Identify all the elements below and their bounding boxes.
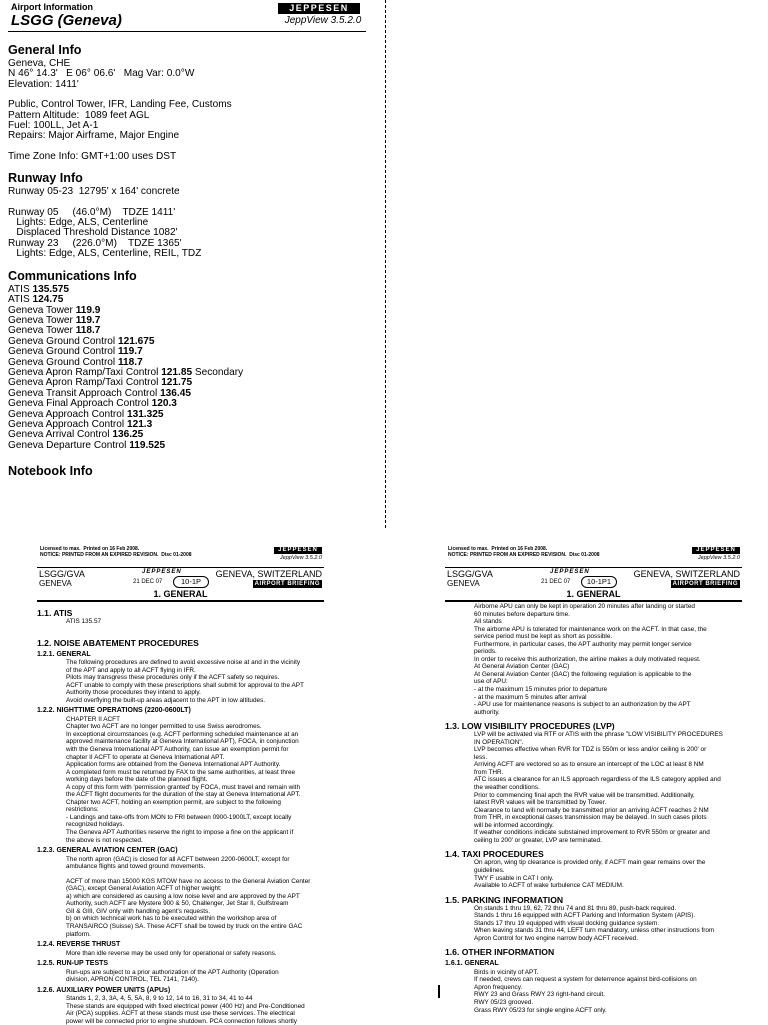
text-line: the weather conditions.	[474, 784, 540, 792]
section-title: 1. GENERAL	[37, 589, 324, 602]
comm-frequency: 136.25	[112, 429, 144, 441]
text-line: The following procedures are defined to avoid excessive noise at and in the vicinity	[66, 659, 301, 667]
chart-page-10-1p1	[445, 543, 742, 1024]
text-line: CHAPTER II ACFT	[66, 715, 120, 723]
runway-info-line: Runway 23 (226.0°M) TDZE 1365'	[8, 237, 182, 249]
comm-facility: Geneva Approach Control	[8, 418, 125, 430]
general-info-heading: General Info	[8, 43, 82, 57]
text-line: RWY 23 and Grass RWY 23 right-hand circuit.	[474, 991, 605, 999]
page-license-bar	[445, 543, 742, 568]
comm-facility: Geneva Approach Control	[8, 408, 125, 420]
comm-frequency: 121.85	[161, 366, 193, 378]
notebook-info-heading: Notebook Info	[8, 464, 93, 479]
runway-info-heading: Runway Info	[8, 171, 83, 186]
text-line: TWY F usable in CAT I only.	[474, 874, 554, 882]
comm-facility: Geneva Tower	[8, 304, 73, 316]
comm-facility: Geneva Tower	[8, 325, 73, 337]
comm-frequency: 118.7	[117, 356, 143, 368]
comm-facility: Geneva Ground Control	[8, 346, 116, 358]
runway-info-line: Lights: Edge, ALS, Centerline	[8, 217, 149, 229]
airport-id: LSGG/GVA	[39, 569, 85, 579]
text-line: GII & GIII, GIV only with handling agent's requests.	[66, 907, 211, 915]
jeppesen-logo: JEPPESEN	[274, 547, 322, 554]
airport-title: LSGG (Geneva)	[11, 12, 122, 29]
comm-frequency: 121.3	[126, 418, 153, 430]
text-line: Run-ups are subject to a prior authorization of the APT Authority (Operation	[66, 968, 279, 976]
info-sheet-header	[8, 0, 366, 32]
comm-facility: Geneva Transit Approach Control	[8, 387, 158, 399]
text-line: - Landings and take-offs from MON to FRI between 0900-1900LT, except locally	[66, 813, 292, 821]
text-line: The airborne APU is tolerated for maintenance work on the ACFT. In that case, the	[474, 625, 707, 633]
text-line: ACFT unable to comply with these prescriptions shall submit for approval to the APT	[66, 681, 304, 689]
section-heading: 1.3. LOW VISIBILITY PROCEDURES (LVP)	[445, 721, 615, 732]
text-line: IN OPERATION".	[474, 738, 524, 746]
subsection-heading: 1.2.6. AUXILIARY POWER UNITS (APUs)	[37, 986, 171, 994]
runway-info-line: Displaced Threshold Distance 1082'	[8, 227, 178, 239]
briefing-text	[37, 603, 324, 1025]
text-line: 60 minutes before departure time.	[474, 610, 570, 618]
text-line: ACFT of more than 15000 KGS MTOW have no access to the General Aviation Center	[66, 877, 311, 885]
sheet-label: Airport Information	[11, 2, 93, 12]
license-notice: Licensed to max. Printed on 16 Feb 2008. NOTICE: PRINTED FROM AN EXPIRED REVISION. Disc 01-2008	[448, 546, 600, 558]
text-line: Birds in vicinity of APT.	[474, 968, 539, 976]
text-line: service period must be kept as short as possible.	[474, 633, 613, 641]
text-line: In order to receive this authorization, the airline makes a duly motivated request.	[474, 655, 701, 663]
text-line: These stands are equipped with fixed electrical power (400 Hz) and Pre-Conditioned	[66, 1002, 305, 1010]
general-info-line: N 46° 14.3' E 06° 06.6' Mag Var: 0.0°W	[8, 68, 195, 80]
comm-note: Secondary	[194, 366, 244, 378]
comm-frequency: 119.9	[75, 304, 101, 316]
text-line: At General Aviation Center (GAC) the following regulation is applicable to the	[474, 670, 692, 678]
general-info-line: Fuel: 100LL, Jet A-1	[8, 120, 99, 132]
text-line: If weather conditions indicate substained improvement to RVR 550m or greater and	[474, 829, 710, 837]
text-line: use of APU:	[474, 678, 508, 686]
text-line: Stands 1, 2, 3, 3A, 4, 5, 5A, 8, 9 to 12, 14 to 16, 31 to 34, 41 to 44	[66, 995, 253, 1003]
text-line: less.	[474, 753, 488, 761]
comm-facility: Geneva Ground Control	[8, 335, 116, 347]
comm-frequency: 124.75	[32, 294, 64, 306]
jeppview-version: JeppView 3.5.2.0	[279, 555, 322, 561]
subsection-heading: 1.6.1. GENERAL	[445, 960, 499, 968]
airport-location: GENEVA, SWITZERLAND	[215, 569, 322, 579]
text-line: power will be connected prior to engine shutdown. PCA connection follows shortly	[66, 1017, 297, 1025]
text-line: working days before the date of the planned flight.	[66, 776, 208, 784]
text-line: The north apron (GAC) is closed for all ACFT between 2200-0600LT, except for	[66, 855, 290, 863]
runway-info-line: Runway 05-23 12795' x 164' concrete	[8, 186, 180, 198]
comm-facility: Geneva Apron Ramp/Taxi Control	[8, 377, 159, 389]
airport-id: LSGG/GVA	[447, 569, 493, 579]
subsection-heading: 1.2.2. NIGHTTIME OPERATIONS (2200-0600LT)	[37, 707, 191, 715]
text-line: A copy of this form with 'permission granted' by FOCA, must travel and remain with	[66, 783, 301, 791]
jeppesen-small-logo: JEPPESEN	[142, 569, 182, 575]
text-line: If needed, crews can request a system for deterrence against bird-collisions on	[474, 976, 697, 984]
text-line: guidelines.	[474, 866, 505, 874]
text-line: from THR, in exceptional cases transmission may be delayed. In such cases pilots	[474, 814, 707, 822]
text-line: Avoid overflying the built-up areas adjacent to the APT in low altitudes.	[66, 696, 266, 704]
text-line: At General Aviation Center (GAC)	[474, 663, 570, 671]
subsection-heading: 1.2.4. REVERSE THRUST	[37, 941, 121, 949]
comm-frequency: 119.7	[117, 346, 143, 358]
text-line: chapter II ACFT to operate at Geneva International APT.	[66, 753, 225, 761]
comm-facility: Geneva Departure Control	[8, 439, 127, 451]
comm-facility: Geneva Tower	[8, 314, 73, 326]
general-info-line: Pattern Altitude: 1089 feet AGL	[8, 109, 150, 121]
general-info-line: Public, Control Tower, IFR, Landing Fee, Customs	[8, 99, 232, 111]
header-divider	[8, 31, 366, 32]
section-heading: 1.5. PARKING INFORMATION	[445, 894, 564, 905]
general-info-line: Elevation: 1411'	[8, 78, 79, 90]
text-line: Authority, such ACFT are Mystere 900 & 50, Challenger, Jet Star II, Gulfstream	[66, 900, 289, 908]
comm-frequency: 136.45	[160, 387, 191, 399]
text-line: On stands 1 thru 19, 62, 72 thru 74 and 81 thru 89, push-back required.	[474, 904, 677, 912]
airport-briefing-badge: AIRPORT BRIEFING	[254, 581, 320, 587]
text-line: TRANSAIRCO (Suisse) SA. These ACFT shall be towed by truck on the entire GAC	[66, 923, 303, 930]
briefing-text	[445, 603, 742, 1014]
text-line: authority.	[474, 708, 500, 716]
section-heading: 1.2. NOISE ABATEMENT PROCEDURES	[37, 637, 199, 648]
comm-frequency: 119.7	[75, 314, 101, 326]
text-line: LVP becomes effective when RVR for TDZ is 550m or less and/or ceiling is 200' or	[474, 746, 707, 754]
airport-location: GENEVA, SWITZERLAND	[633, 569, 740, 579]
text-line: from THR.	[474, 768, 504, 776]
text-line: Available to ACFT of wake turbulence CAT MEDIUM.	[474, 882, 624, 890]
text-line: the ACFT flight documents for the duration of the stay at Geneva International APT.	[66, 791, 301, 799]
chart-page-number: 10-1P1	[581, 576, 617, 588]
change-bar	[438, 985, 440, 998]
text-line: Pilots may transgress these procedures only if the ACFT safety so requires.	[66, 674, 280, 682]
text-line: ATC issues a clearance for an ILS approach regardless of the ILS category applied and	[474, 776, 721, 784]
text-line: Stands 1 thru 16 equipped with ACFT Parking and Information System (APIS).	[474, 912, 696, 920]
comm-facility: Geneva Arrival Control	[8, 429, 110, 441]
comm-item	[8, 441, 368, 451]
text-line: On apron, wing tip clearance is provided only, if ACFT main gear remains over the	[474, 859, 706, 867]
section-heading: 1.4. TAXI PROCEDURES	[445, 849, 544, 860]
text-line: - at the maximum 15 minutes prior to departure	[474, 686, 608, 694]
text-line: with the Geneva International APT Authority, can issue an exemption permit for	[66, 746, 289, 754]
text-line: b) on which technical work has to be executed within the workshop area of	[66, 915, 277, 923]
jeppesen-logo: JEPPESEN	[278, 3, 360, 14]
communications-list	[8, 285, 368, 452]
comm-facility: ATIS	[8, 294, 30, 306]
chart-date: 21 DEC 07	[133, 579, 163, 585]
chart-date: 21 DEC 07	[541, 579, 571, 585]
section-title: 1. GENERAL	[445, 589, 742, 602]
text-line: Arriving ACFT are vectored so as to ensure an intercept of the LOC at least 8 NM	[474, 761, 704, 769]
chart-page-number: 10-1P	[173, 576, 209, 588]
comm-frequency: 120.3	[151, 398, 177, 410]
text-line: the above is not respected.	[66, 836, 143, 844]
text-line: - at the maximum 5 minutes after arrival	[474, 693, 587, 701]
text-line: periods.	[474, 648, 497, 656]
text-line: Chapter two ACFT, holding an exemption permit, are subject to the following	[66, 798, 281, 806]
text-line: a) which are considered as causing a low noise level and are approved by the APT	[66, 892, 300, 900]
comm-frequency: 118.7	[75, 325, 101, 337]
subsection-heading: 1.2.1. GENERAL	[37, 650, 91, 658]
subsection-heading: 1.2.5. RUN-UP TESTS	[37, 960, 109, 968]
general-info-line: Repairs: Major Airframe, Major Engine	[8, 130, 180, 142]
text-line: Prior to commencing final apch the RVR value will be transmitted. Additionally,	[474, 791, 695, 799]
text-line: Stands 17 thru 19 equipped with visual docking guidance system.	[474, 919, 660, 927]
text-line: Furthermore, in particular cases, the APT authority may permit longer service	[474, 640, 692, 648]
text-line: LVP will be activated via RTF or ATIS with the phrase "LOW VISIBILITY PROCEDURES	[474, 731, 723, 739]
text-line: latest RVR values will be transmitted by Tower.	[474, 799, 607, 807]
text-line: ATIS 135.57	[66, 618, 102, 625]
general-info-list	[8, 59, 368, 162]
text-line: approved maintenance facility at Geneva International APT), FOCA, in conjunction	[66, 738, 299, 746]
text-line: Grass RWY 05/23 for single engine ACFT only.	[474, 1006, 607, 1014]
page-license-bar	[37, 543, 324, 568]
text-line: RWY 05/23 grooved.	[474, 999, 534, 1007]
comm-frequency: 121.75	[161, 377, 193, 389]
text-line: Authority those procedures they intend to apply.	[66, 689, 201, 697]
airport-briefing-badge: AIRPORT BRIEFING	[672, 581, 738, 587]
text-line: Apron frequency.	[474, 983, 523, 991]
subsection-heading: 1.2.3. GENERAL AVIATION CENTER (GAC)	[37, 847, 178, 855]
section-heading: 1.6. OTHER INFORMATION	[445, 947, 555, 958]
runway-info-list	[8, 187, 368, 259]
text-line: platform.	[66, 930, 91, 938]
comm-facility: Geneva Apron Ramp/Taxi Control	[8, 366, 159, 378]
spacer	[37, 626, 324, 633]
section-heading: 1.1. ATIS	[37, 608, 73, 618]
general-info-line: Geneva, CHE	[8, 58, 71, 69]
text-line: A completed form must be returned by FAX to the same authorities, at least three	[66, 768, 296, 776]
text-line: All stands	[474, 618, 502, 626]
communications-info-heading: Communications Info	[8, 268, 137, 283]
license-notice: Licensed to max. Printed on 16 Feb 2008. NOTICE: PRINTED FROM AN EXPIRED REVISION. Disc 01-2008	[40, 546, 192, 558]
jeppview-version: JeppView 3.5.2.0	[284, 15, 362, 26]
text-line: will be informed accordingly.	[474, 821, 554, 829]
jeppview-version: JeppView 3.5.2.0	[697, 555, 740, 561]
text-line: - APU use for maintenance reasons is subject to an authorization by the APT	[474, 701, 691, 709]
comm-frequency: 121.675	[117, 335, 155, 347]
text-line: restrictions:	[66, 806, 99, 814]
comm-facility: Geneva Ground Control	[8, 356, 116, 368]
comm-frequency: 119.525	[129, 439, 166, 451]
text-line: (GAC), except General Aviation ACFT of higher weight:	[66, 885, 222, 893]
text-line: More than idle reverse may be used only for operational or safety reasons.	[66, 949, 277, 957]
runway-info-line: Lights: Edge, ALS, Centerline, REIL, TDZ	[8, 248, 202, 260]
runway-info-line: Runway 05 (46.0°M) TDZE 1411'	[8, 206, 176, 218]
text-line: When leaving stands 31 thru 44, LEFT turn mandatory, unless other instructions from	[474, 927, 715, 935]
text-line: of the APT and apply to all ACFT flying in IFR.	[66, 666, 196, 674]
comm-facility: ATIS	[8, 283, 30, 295]
info-sheet-body	[8, 36, 368, 480]
text-line: In exceptional circumstances (e.g. ACFT performing scheduled maintenance at an	[66, 730, 299, 738]
text-line: Chapter two ACFT are no longer permitted to use Swiss aerodromes.	[66, 723, 262, 731]
text-line: Apron Control for two engine narrow body ACFT received.	[474, 934, 638, 942]
text-line: division, APRON CONTROL, TEL 7141, 7140).	[66, 976, 199, 984]
text-line: Clearance to land will normally be transmitted prior an arriving ACFT reaches 2 NM	[474, 806, 709, 814]
text-line: recognized holidays.	[66, 821, 125, 829]
text-line: Air (PCA) supplies. ACFT at these stands must use these services. The electrical	[66, 1010, 295, 1018]
text-line: Application forms are obtained from the Geneva International APT Authority.	[66, 761, 281, 769]
text-line: Airborne APU can only be kept in operation 20 minutes after landing or started	[474, 603, 695, 610]
spacer	[37, 871, 324, 878]
airport-city: GENEVA	[447, 579, 480, 588]
chart-page-10-1p	[37, 543, 324, 1024]
airport-city: GENEVA	[39, 579, 72, 588]
general-info-line: Time Zone Info: GMT+1:00 uses DST	[8, 150, 177, 162]
text-line: ceiling to 200' or greater, LVP are terminated.	[474, 836, 602, 844]
comm-frequency: 131.325	[126, 408, 164, 420]
jeppesen-small-logo: JEPPESEN	[550, 569, 590, 575]
text-line: ambulance flights and towed ground movements.	[66, 863, 206, 871]
jeppesen-logo: JEPPESEN	[692, 547, 740, 554]
text-line: The Geneva APT Authorities reserve the right to impose a fine on the applicant if	[66, 829, 294, 837]
comm-facility: Geneva Final Approach Control	[8, 398, 149, 410]
comm-frequency: 135.575	[32, 283, 69, 295]
page-split-rule	[385, 0, 386, 528]
